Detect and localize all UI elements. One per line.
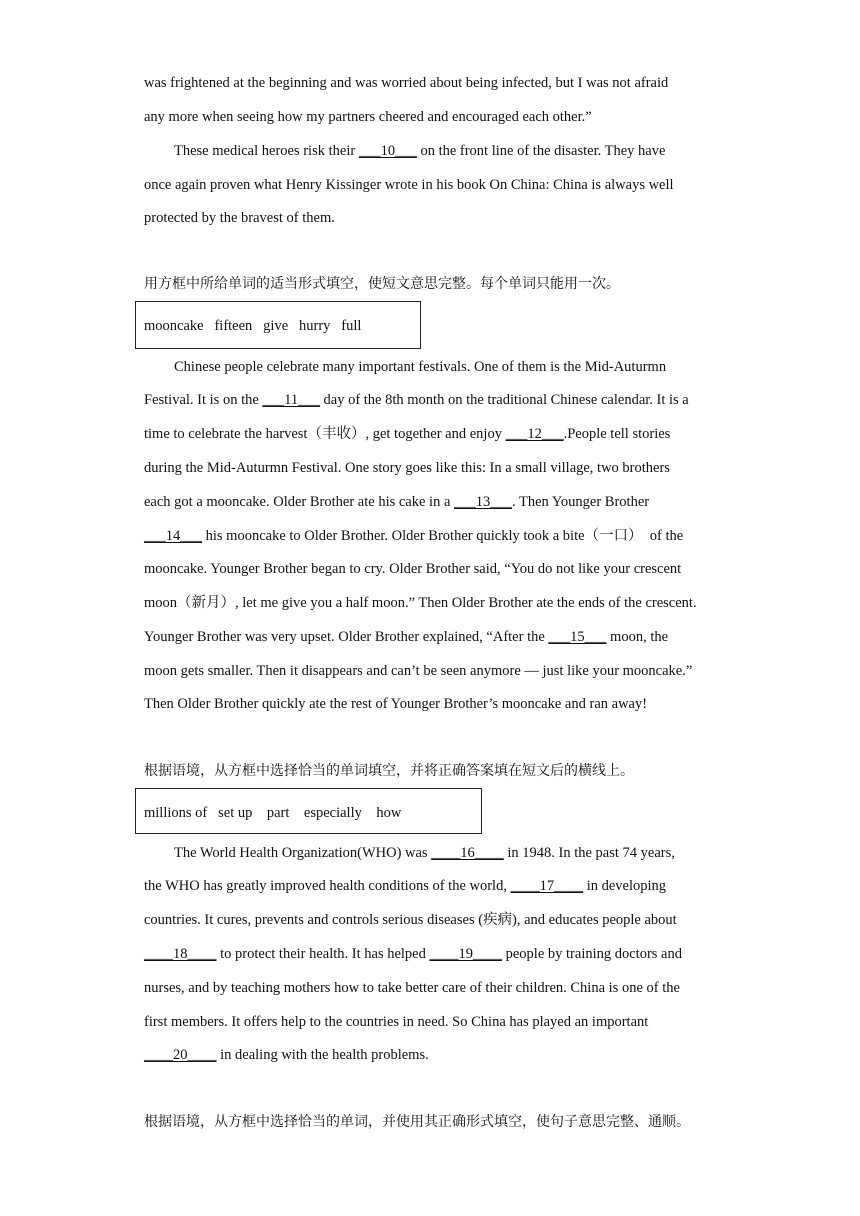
passage-line: ____20____ in dealing with the health problems. bbox=[144, 1047, 429, 1063]
blank-19: ____19____ bbox=[429, 946, 502, 962]
passage-line: Younger Brother was very upset. Older Brother explained, “After the ___15___ moon, the bbox=[144, 629, 669, 645]
blank-12: ___12___ bbox=[505, 426, 564, 442]
passage-line: moon（新月）, let me give you a half moon.” Then Older Brother ate the ends of the crescent. bbox=[144, 595, 697, 611]
word-box-text: mooncake fifteen give hurry full bbox=[144, 318, 362, 334]
blank-16: ____16____ bbox=[431, 845, 504, 861]
passage-line: mooncake. Younger Brother began to cry. Older Brother said, “You do not like your crescent bbox=[144, 561, 682, 577]
blank-17: ____17____ bbox=[510, 878, 584, 894]
passage-line: the WHO has greatly improved health conditions of the world, ____17____ in developing bbox=[144, 878, 667, 894]
passage-line: nurses, and by teaching mothers how to take better care of their children. China is one of the bbox=[144, 980, 680, 996]
passage-line: was frightened at the beginning and was worried about being infected, but I was not afraid bbox=[144, 75, 669, 91]
word-box bbox=[135, 301, 421, 349]
blank-20: ____20____ bbox=[144, 1047, 217, 1063]
blank-14: ___14___ bbox=[144, 528, 202, 544]
word-box-text: millions of set up part especially how bbox=[144, 805, 402, 821]
passage-line: The World Health Organization(WHO) was ____16____ in 1948. In the past 74 years, bbox=[174, 845, 675, 861]
passage-line: each got a mooncake. Older Brother ate his cake in a ___13___. Then Younger Brother bbox=[144, 494, 650, 510]
passage-line: first members. It offers help to the countries in need. So China has played an important bbox=[144, 1014, 649, 1030]
section-instruction: 根据语境，从方框中选择恰当的单词，并使用其正确形式填空，使句子意思完整、通顺。 bbox=[144, 1114, 690, 1130]
passage-line: countries. It cures, prevents and controls serious diseases (疾病), and educates people about bbox=[144, 912, 677, 928]
section-instruction: 用方框中所给单词的适当形式填空，使短文意思完整。每个单词只能用一次。 bbox=[144, 276, 620, 292]
passage-line: These medical heroes risk their ___10___ on the front line of the disaster. They have bbox=[174, 143, 666, 159]
passage-line: Festival. It is on the ___11___ day of the 8th month on the traditional Chinese calendar. It is a bbox=[144, 392, 689, 408]
blank-13: ___13___ bbox=[454, 494, 513, 510]
passage-line: time to celebrate the harvest（丰收）, get together and enjoy ___12___.People tell stories bbox=[144, 426, 671, 442]
passage-line: once again proven what Henry Kissinger wrote in his book On China: China is always well bbox=[144, 177, 674, 193]
section-instruction: 根据语境，从方框中选择恰当的单词填空，并将正确答案填在短文后的横线上。 bbox=[144, 763, 634, 779]
passage-line: Then Older Brother quickly ate the rest of Younger Brother’s mooncake and ran away! bbox=[144, 696, 648, 712]
word-box bbox=[135, 788, 482, 834]
passage-line: ____18____ to protect their health. It has helped ____19____ people by training doctors and bbox=[144, 946, 682, 962]
blank-10: ___10___ bbox=[358, 143, 417, 159]
passage-line: during the Mid-Auturmn Festival. One story goes like this: In a small village, two brothers bbox=[144, 460, 670, 476]
passage-line: Chinese people celebrate many important festivals. One of them is the Mid-Auturmn bbox=[174, 359, 667, 375]
blank-18: ____18____ bbox=[144, 946, 217, 962]
passage-line: ___14___ his mooncake to Older Brother. Older Brother quickly took a bite（一口） of the bbox=[144, 528, 684, 544]
blank-15: ___15___ bbox=[548, 629, 607, 645]
passage-line: any more when seeing how my partners cheered and encouraged each other.” bbox=[144, 109, 592, 125]
passage-line: protected by the bravest of them. bbox=[144, 210, 335, 226]
passage-line: moon gets smaller. Then it disappears and can’t be seen anymore — just like your mooncake.” bbox=[144, 663, 693, 679]
blank-11: ___11___ bbox=[262, 392, 320, 408]
